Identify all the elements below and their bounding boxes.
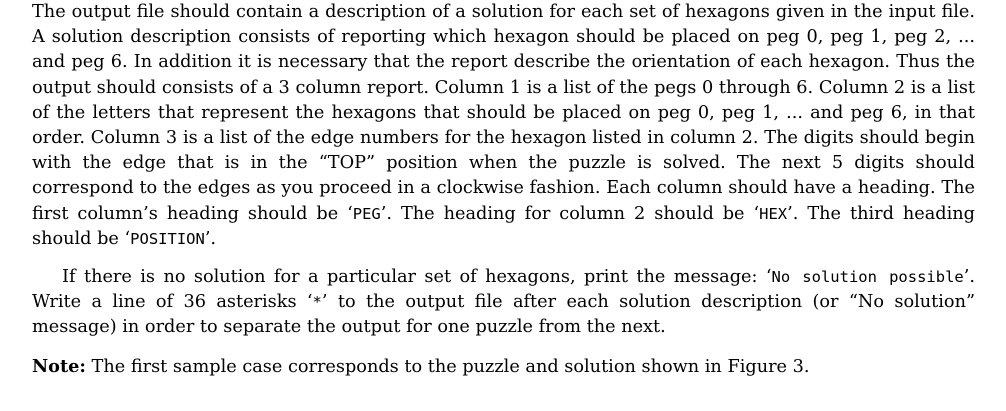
peg-heading-code: PEG <box>352 204 381 223</box>
output-description-paragraph <box>32 0 975 252</box>
paragraph-text: If there is no solution for a particular set of hexagons, print the message: ‘ <box>62 267 772 288</box>
note-label: Note: <box>32 355 86 377</box>
paragraph-text: ’. The heading for column 2 should be ‘ <box>380 203 760 224</box>
paragraph-text: ’. The third heading should be ‘ <box>32 203 975 249</box>
no-solution-message-code: No solution possible <box>771 268 964 287</box>
position-heading-code: POSITION <box>130 229 205 248</box>
paragraph-text: ’ to the output file after each solution description (or “No solution” message) in order to separate the output for one puzzle from the next. <box>32 292 976 338</box>
asterisk-code: * <box>312 293 322 312</box>
paragraph-text: ’. <box>204 228 217 249</box>
paragraph-text: The output file should contain a description of a solution for each set of hexagons given in the input file. A solution description consists of reporting which hexagon should be placed on peg 0, peg 1, peg 2, ... and peg 6. In addition it is necessary that the report describe the orientation of each hexagon. Thus the output should consists of a 3 column report. Column 1 is a list of the pegs 0 through 6. Column 2 is a list of the letters that represent the hexagons that should be placed on peg 0, peg 1, ... and peg 6, in that order. Column 3 is a list of the edge numbers for the hexagon listed in column 2. The digits should begin with the edge that is in the “TOP” position when the puzzle is solved. The next 5 digits should correspond to the edges as you proceed in a clockwise fashion. Each column should have a heading. The first column’s heading should be ‘ <box>32 2 975 224</box>
paragraph-text: ’. Write a line of 36 asterisks ‘ <box>32 267 975 313</box>
note-paragraph <box>32 354 975 380</box>
no-solution-paragraph <box>32 265 975 341</box>
document-body <box>32 0 975 380</box>
note-text: The first sample case corresponds to the puzzle and solution shown in Figure 3. <box>85 356 810 377</box>
hex-heading-code: HEX <box>759 204 788 223</box>
